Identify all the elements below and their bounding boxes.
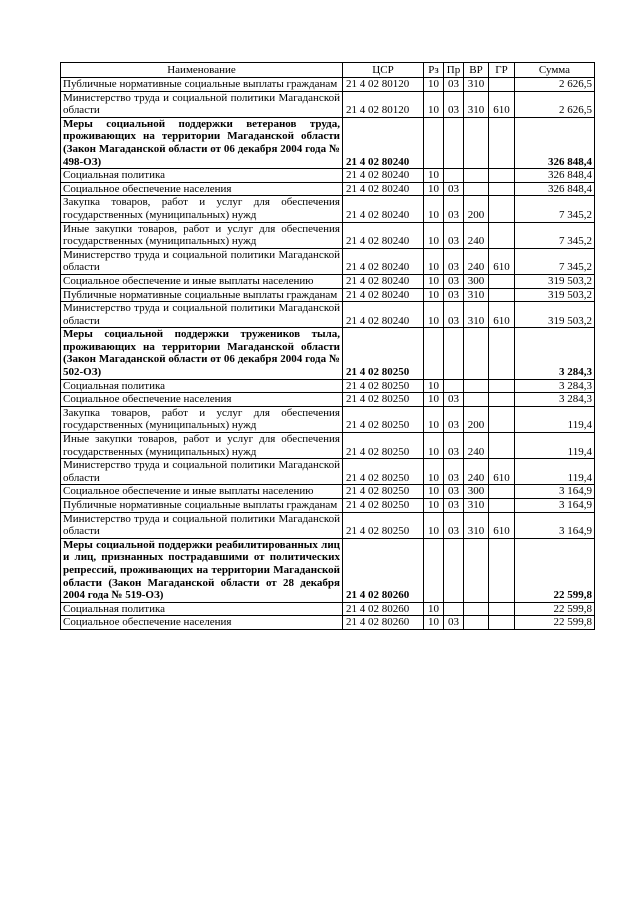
table-row: [61, 459, 595, 485]
cell-sum: 7 345,2: [515, 248, 595, 274]
cell-vr: [464, 538, 489, 602]
header-sum: Сумма: [515, 63, 595, 78]
cell-csr: 21 4 02 80240: [343, 222, 424, 248]
cell-rz: 10: [424, 406, 444, 432]
cell-rz: 10: [424, 499, 444, 513]
cell-pr: 03: [444, 78, 464, 92]
cell-csr: 21 4 02 80260: [343, 602, 424, 616]
cell-csr: 21 4 02 80250: [343, 393, 424, 407]
cell-vr: [464, 117, 489, 168]
header-vr: ВР: [464, 63, 489, 78]
cell-sum: 119,4: [515, 433, 595, 459]
cell-sum: 22 599,8: [515, 602, 595, 616]
budget-table-page: [60, 62, 594, 630]
cell-gr: 610: [489, 302, 515, 328]
cell-gr: [489, 117, 515, 168]
table-row: [61, 512, 595, 538]
table-row: [61, 78, 595, 92]
cell-csr: 21 4 02 80250: [343, 512, 424, 538]
cell-gr: [489, 616, 515, 630]
table-row: [61, 248, 595, 274]
cell-csr: 21 4 02 80250: [343, 379, 424, 393]
cell-csr: 21 4 02 80250: [343, 459, 424, 485]
table-row: [61, 222, 595, 248]
header-gr: ГР: [489, 63, 515, 78]
cell-name: Иные закупки товаров, работ и услуг для обеспечения государственных (муниципальных) нужд: [61, 222, 343, 248]
cell-name: Закупка товаров, работ и услуг для обеспечения государственных (муниципальных) нужд: [61, 196, 343, 222]
cell-name: Министерство труда и социальной политики Магаданской области: [61, 512, 343, 538]
table-row: [61, 616, 595, 630]
cell-pr: 03: [444, 196, 464, 222]
cell-pr: 03: [444, 616, 464, 630]
cell-pr: 03: [444, 433, 464, 459]
cell-sum: 3 164,9: [515, 512, 595, 538]
table-row: [61, 91, 595, 117]
cell-gr: [489, 538, 515, 602]
cell-csr: 21 4 02 80240: [343, 182, 424, 196]
cell-rz: 10: [424, 196, 444, 222]
cell-csr: 21 4 02 80250: [343, 499, 424, 513]
cell-name: Министерство труда и социальной политики Магаданской области: [61, 248, 343, 274]
cell-pr: [444, 169, 464, 183]
cell-sum: 319 503,2: [515, 288, 595, 302]
cell-csr: 21 4 02 80240: [343, 248, 424, 274]
cell-vr: [464, 602, 489, 616]
cell-name: Социальное обеспечение населения: [61, 182, 343, 196]
cell-vr: 310: [464, 512, 489, 538]
cell-pr: [444, 379, 464, 393]
cell-vr: 310: [464, 288, 489, 302]
cell-pr: 03: [444, 248, 464, 274]
cell-gr: [489, 78, 515, 92]
table-row: [61, 406, 595, 432]
cell-vr: [464, 616, 489, 630]
cell-rz: 10: [424, 379, 444, 393]
cell-pr: 03: [444, 406, 464, 432]
header-name: Наименование: [61, 63, 343, 78]
cell-pr: 03: [444, 459, 464, 485]
cell-rz: 10: [424, 433, 444, 459]
cell-pr: 03: [444, 485, 464, 499]
table-row: [61, 393, 595, 407]
cell-pr: 03: [444, 222, 464, 248]
cell-pr: 03: [444, 302, 464, 328]
cell-gr: [489, 169, 515, 183]
table-row: [61, 328, 595, 379]
cell-rz: [424, 538, 444, 602]
cell-pr: [444, 538, 464, 602]
cell-name: Социальное обеспечение и иные выплаты населению: [61, 274, 343, 288]
cell-name: Социальная политика: [61, 379, 343, 393]
cell-rz: 10: [424, 393, 444, 407]
cell-vr: 200: [464, 196, 489, 222]
cell-sum: 326 848,4: [515, 182, 595, 196]
cell-name: Публичные нормативные социальные выплаты гражданам: [61, 78, 343, 92]
cell-rz: 10: [424, 182, 444, 196]
cell-pr: 03: [444, 499, 464, 513]
table-row: [61, 169, 595, 183]
cell-vr: [464, 393, 489, 407]
cell-rz: 10: [424, 274, 444, 288]
table-row: [61, 196, 595, 222]
cell-name: Социальное обеспечение населения: [61, 616, 343, 630]
cell-csr: 21 4 02 80240: [343, 117, 424, 168]
cell-gr: 610: [489, 248, 515, 274]
cell-gr: [489, 602, 515, 616]
cell-gr: [489, 328, 515, 379]
cell-gr: [489, 485, 515, 499]
cell-sum: 7 345,2: [515, 196, 595, 222]
cell-name: Министерство труда и социальной политики Магаданской области: [61, 459, 343, 485]
cell-name: Меры социальной поддержки ветеранов труда, проживающих на территории Магаданской области (Закон Магаданской области от 06 декабря 2004 года № 498-ОЗ): [61, 117, 343, 168]
cell-vr: 310: [464, 499, 489, 513]
cell-sum: 3 284,3: [515, 328, 595, 379]
cell-rz: 10: [424, 459, 444, 485]
cell-gr: [489, 379, 515, 393]
cell-sum: 319 503,2: [515, 274, 595, 288]
table-row: [61, 117, 595, 168]
cell-pr: 03: [444, 512, 464, 538]
cell-csr: 21 4 02 80250: [343, 328, 424, 379]
cell-sum: 119,4: [515, 406, 595, 432]
header-rz: Рз: [424, 63, 444, 78]
cell-csr: 21 4 02 80240: [343, 274, 424, 288]
cell-name: Социальное обеспечение и иные выплаты населению: [61, 485, 343, 499]
cell-rz: 10: [424, 602, 444, 616]
cell-gr: [489, 393, 515, 407]
cell-vr: [464, 328, 489, 379]
cell-vr: 200: [464, 406, 489, 432]
cell-sum: 22 599,8: [515, 616, 595, 630]
cell-sum: 2 626,5: [515, 91, 595, 117]
cell-pr: [444, 602, 464, 616]
cell-sum: 3 164,9: [515, 499, 595, 513]
cell-gr: [489, 222, 515, 248]
cell-rz: 10: [424, 78, 444, 92]
cell-rz: 10: [424, 512, 444, 538]
cell-name: Социальная политика: [61, 169, 343, 183]
cell-gr: 610: [489, 459, 515, 485]
cell-gr: 610: [489, 91, 515, 117]
cell-csr: 21 4 02 80240: [343, 288, 424, 302]
cell-vr: 310: [464, 91, 489, 117]
cell-vr: [464, 169, 489, 183]
cell-gr: [489, 274, 515, 288]
header-csr: ЦСР: [343, 63, 424, 78]
table-row: [61, 274, 595, 288]
cell-gr: [489, 406, 515, 432]
cell-sum: 3 164,9: [515, 485, 595, 499]
cell-vr: 310: [464, 302, 489, 328]
header-pr: Пр: [444, 63, 464, 78]
cell-rz: 10: [424, 222, 444, 248]
cell-csr: 21 4 02 80260: [343, 616, 424, 630]
cell-sum: 119,4: [515, 459, 595, 485]
cell-sum: 3 284,3: [515, 393, 595, 407]
cell-gr: [489, 433, 515, 459]
cell-rz: 10: [424, 248, 444, 274]
cell-csr: 21 4 02 80240: [343, 196, 424, 222]
cell-rz: 10: [424, 91, 444, 117]
cell-sum: 22 599,8: [515, 538, 595, 602]
table-row: [61, 302, 595, 328]
cell-pr: 03: [444, 274, 464, 288]
cell-sum: 319 503,2: [515, 302, 595, 328]
table-row: [61, 433, 595, 459]
cell-vr: 240: [464, 248, 489, 274]
cell-rz: [424, 117, 444, 168]
cell-rz: 10: [424, 169, 444, 183]
cell-rz: [424, 328, 444, 379]
cell-gr: [489, 499, 515, 513]
table-row: [61, 602, 595, 616]
cell-vr: [464, 182, 489, 196]
cell-gr: [489, 288, 515, 302]
cell-vr: [464, 379, 489, 393]
cell-rz: 10: [424, 302, 444, 328]
cell-gr: [489, 196, 515, 222]
cell-name: Иные закупки товаров, работ и услуг для обеспечения государственных (муниципальных) нужд: [61, 433, 343, 459]
budget-table: [60, 62, 595, 630]
cell-gr: [489, 182, 515, 196]
cell-vr: 300: [464, 485, 489, 499]
cell-pr: 03: [444, 393, 464, 407]
cell-pr: [444, 328, 464, 379]
cell-vr: 300: [464, 274, 489, 288]
cell-pr: 03: [444, 288, 464, 302]
cell-sum: 7 345,2: [515, 222, 595, 248]
cell-csr: 21 4 02 80250: [343, 406, 424, 432]
cell-csr: 21 4 02 80250: [343, 433, 424, 459]
table-row: [61, 538, 595, 602]
table-row: [61, 182, 595, 196]
cell-csr: 21 4 02 80240: [343, 302, 424, 328]
cell-name: Публичные нормативные социальные выплаты гражданам: [61, 288, 343, 302]
cell-sum: 326 848,4: [515, 169, 595, 183]
cell-sum: 2 626,5: [515, 78, 595, 92]
cell-pr: 03: [444, 182, 464, 196]
cell-csr: 21 4 02 80120: [343, 78, 424, 92]
cell-rz: 10: [424, 288, 444, 302]
table-header-row: [61, 63, 595, 78]
cell-csr: 21 4 02 80250: [343, 485, 424, 499]
cell-name: Меры социальной поддержки тружеников тыла, проживающих на территории Магаданской области (Закон Магаданской области от 06 декабря 2004 года № 502-ОЗ): [61, 328, 343, 379]
cell-rz: 10: [424, 485, 444, 499]
cell-vr: 240: [464, 222, 489, 248]
cell-name: Закупка товаров, работ и услуг для обеспечения государственных (муниципальных) нужд: [61, 406, 343, 432]
table-row: [61, 499, 595, 513]
cell-name: Публичные нормативные социальные выплаты гражданам: [61, 499, 343, 513]
table-row: [61, 288, 595, 302]
table-row: [61, 485, 595, 499]
cell-vr: 240: [464, 459, 489, 485]
cell-rz: 10: [424, 616, 444, 630]
cell-name: Социальная политика: [61, 602, 343, 616]
table-row: [61, 379, 595, 393]
cell-vr: 240: [464, 433, 489, 459]
cell-pr: 03: [444, 91, 464, 117]
cell-pr: [444, 117, 464, 168]
cell-csr: 21 4 02 80260: [343, 538, 424, 602]
cell-name: Меры социальной поддержки реабилитированных лиц и лиц, признанных пострадавшими от политических репрессий, проживающих на территории Магаданской области (Закон Магаданской области от 28 декабря 2004 года № 519-ОЗ): [61, 538, 343, 602]
cell-name: Социальное обеспечение населения: [61, 393, 343, 407]
cell-vr: 310: [464, 78, 489, 92]
cell-name: Министерство труда и социальной политики Магаданской области: [61, 302, 343, 328]
cell-gr: 610: [489, 512, 515, 538]
cell-csr: 21 4 02 80120: [343, 91, 424, 117]
cell-csr: 21 4 02 80240: [343, 169, 424, 183]
cell-name: Министерство труда и социальной политики Магаданской области: [61, 91, 343, 117]
cell-sum: 326 848,4: [515, 117, 595, 168]
cell-sum: 3 284,3: [515, 379, 595, 393]
